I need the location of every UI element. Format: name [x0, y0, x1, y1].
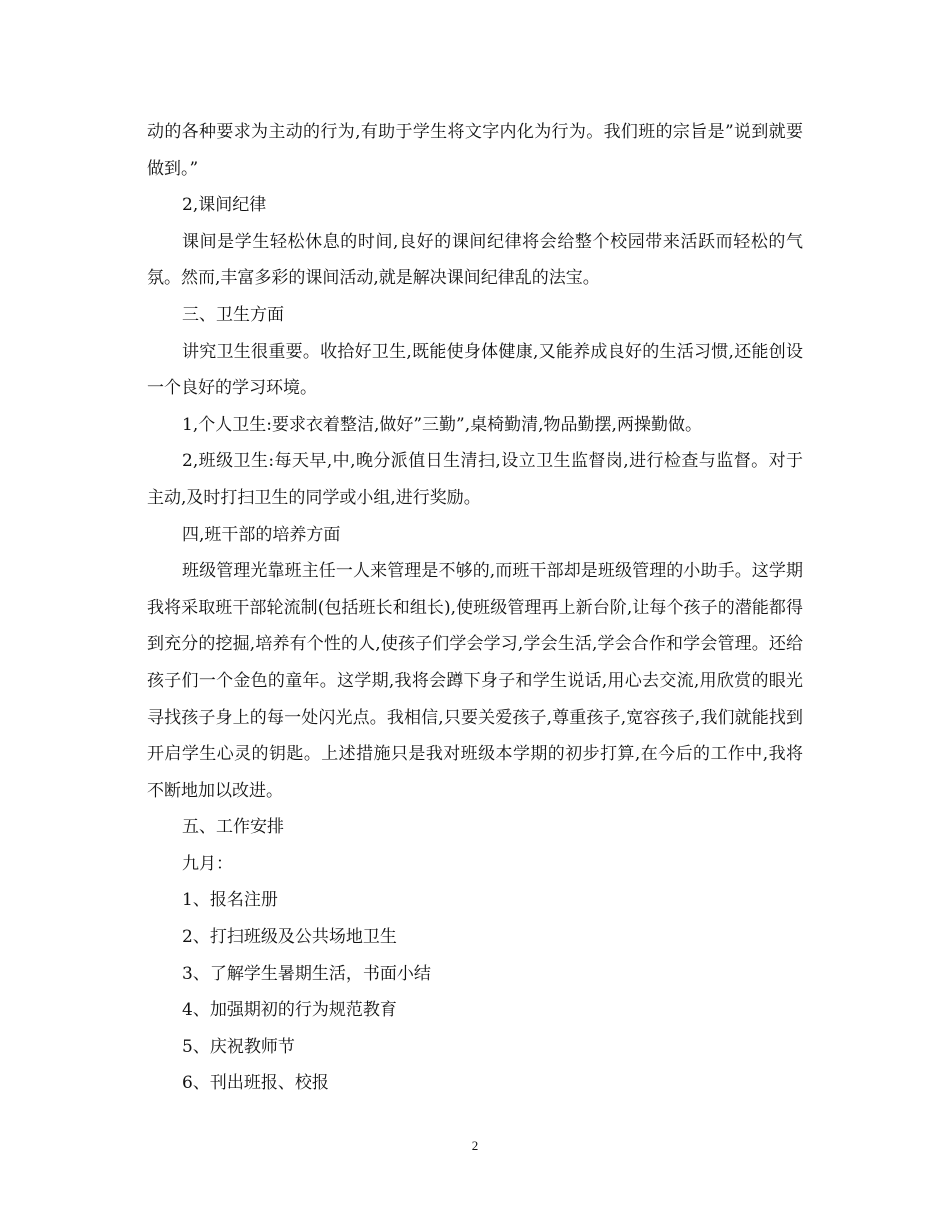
paragraph-break-discipline: 课间是学生轻松休息的时间,良好的课间纪律将会给整个校园带来活跃而轻松的气氛。然而,丰富多彩的课间活动,就是解决课间纪律乱的法宝。 [147, 231, 803, 289]
paragraph-personal-hygiene: 1,个人卫生:要求衣着整洁,做好”三勤”,桌椅勤清,物品勤摆,两操勤做。 [182, 414, 702, 435]
paragraph-class-hygiene: 2,班级卫生:每天早,中,晚分派值日生清扫,设立卫生监督岗,进行检查与监督。对于主动,及时打扫卫生的同学或小组,进行奖励。 [147, 451, 803, 508]
page-number: 2 [471, 1138, 479, 1153]
document-body [147, 114, 803, 1102]
paragraph-hygiene-intro: 讲究卫生很重要。收拾好卫生,既能使身体健康,又能养成良好的生活习惯,还能创设一个良好的学习环境。 [147, 341, 803, 399]
paragraph-continuation: 动的各种要求为主动的行为,有助于学生将文字内化为行为。我们班的宗旨是”说到就要做到。” [147, 122, 803, 179]
list-item: 6、刊出班报、校报 [182, 1073, 329, 1094]
list-item: 2、打扫班级及公共场地卫生 [182, 927, 397, 948]
list-item: 1、报名注册 [182, 890, 278, 911]
heading-class-cadre: 四,班干部的培养方面 [182, 524, 341, 545]
heading-september: 九月： [182, 853, 233, 874]
list-item: 3、了解学生暑期生活，书面小结 [182, 963, 431, 984]
september-list [147, 882, 803, 1102]
heading-hygiene: 三、卫生方面 [182, 304, 284, 325]
paragraph-class-cadre: 班级管理光靠班主任一人来管理是不够的,而班干部却是班级管理的小助手。这学期我将采取班干部轮流制(包括班长和组长),使班级管理再上新台阶,让每个孩子的潜能都得到充分的挖掘,培养有个性的人,使孩子们学会学习,学会生活,学会合作和学会管理。还给孩子们一个金色的童年。这学期,我将会蹲下身子和学生说话,用心去交流,用欣赏的眼光寻找孩子身上的每一处闪光点。我相信,只要关爱孩子,尊重孩子,宽容孩子,我们就能找到开启学生心灵的钥匙。上述措施只是我对班级本学期的初步打算,在今后的工作中,我将不断地加以改进。 [147, 561, 803, 801]
heading-break-discipline: 2,课间纪律 [182, 195, 267, 216]
list-item: 5、庆祝教师节 [182, 1036, 295, 1057]
list-item: 4、加强期初的行为规范教育 [182, 1000, 397, 1021]
heading-work-arrangement: 五、工作安排 [182, 817, 284, 838]
